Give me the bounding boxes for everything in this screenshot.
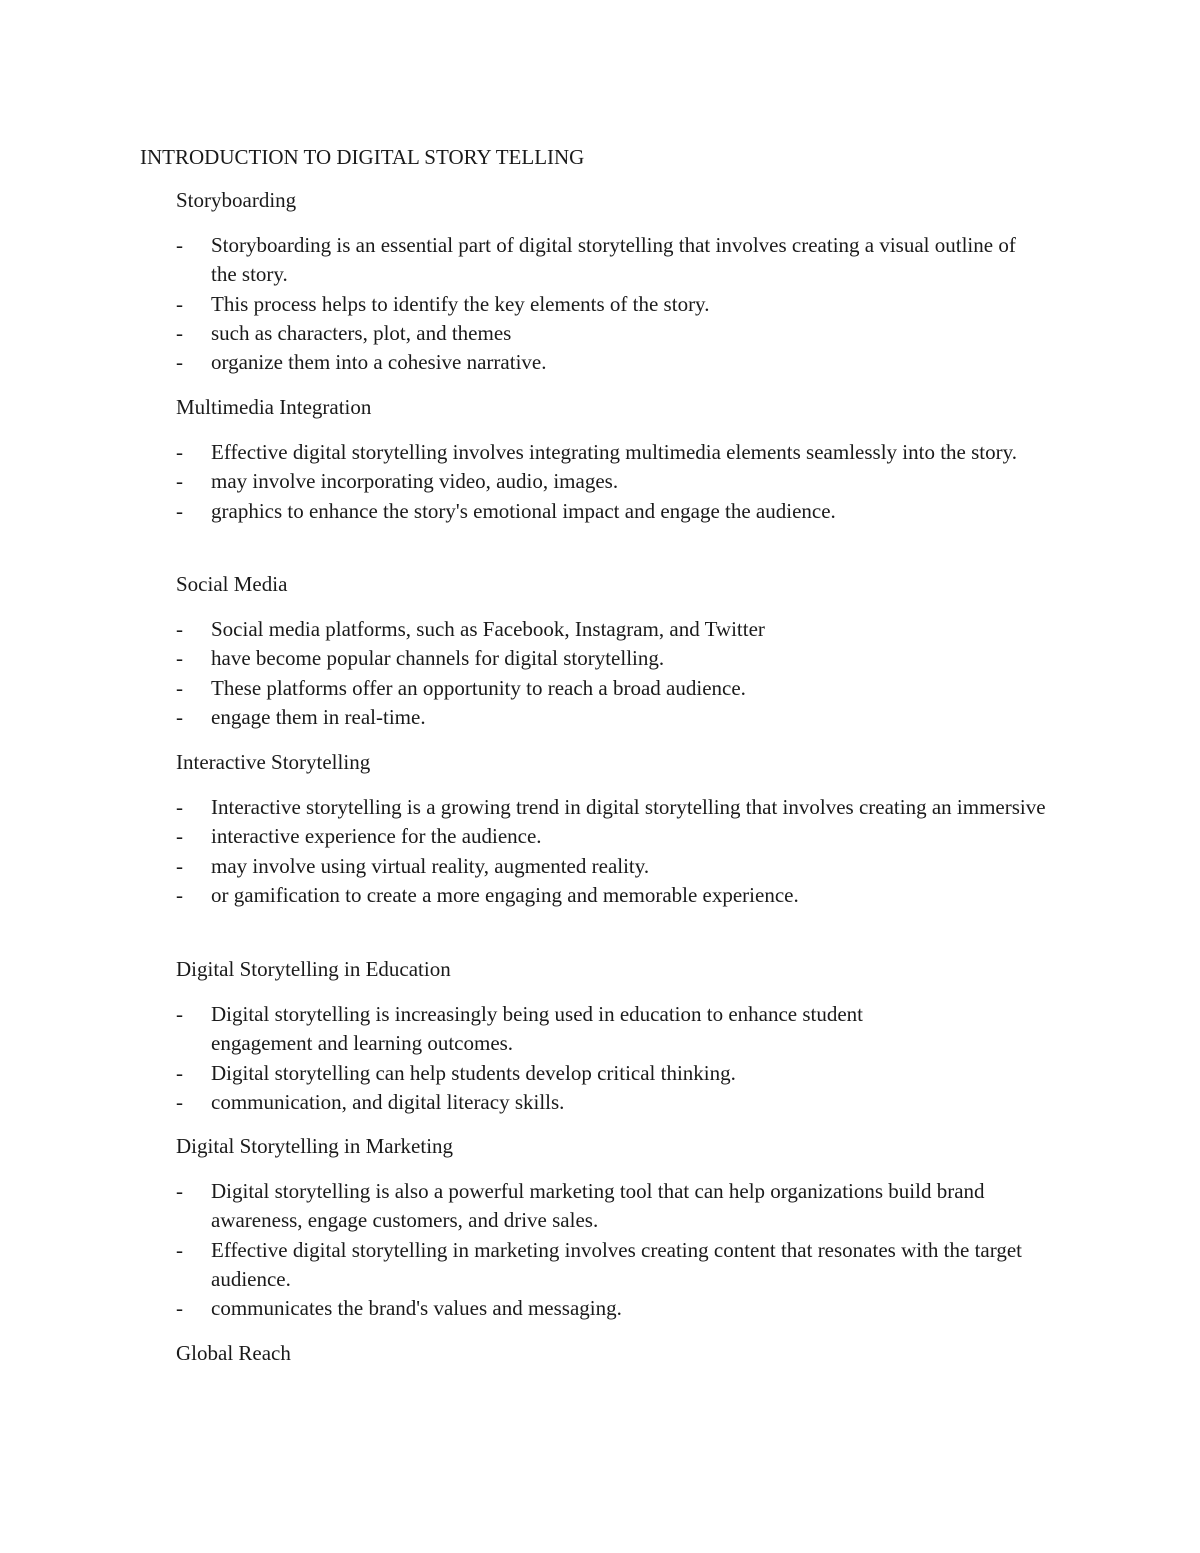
bullet-item (176, 703, 1071, 732)
section-storyboarding (176, 186, 1076, 377)
bullet-dash: - (176, 617, 183, 641)
bullet-text: Interactive storytelling is a growing trend in digital storytelling that involves creating an immersive (211, 795, 1046, 819)
bullet-item (176, 1294, 1071, 1323)
bullet-item (176, 290, 1071, 319)
bullet-item (176, 674, 1071, 703)
section-social-media (176, 570, 1076, 732)
bullet-dash: - (176, 498, 183, 523)
document-title: INTRODUCTION TO DIGITAL STORY TELLING (140, 145, 585, 169)
bullet-text: Storyboarding is an essential part of digital storytelling that involves creating a visual outline of the story. (211, 233, 1016, 287)
bullet-dash: - (176, 233, 183, 257)
section-heading: Interactive Storytelling (176, 750, 371, 774)
bullet-text: Digital storytelling can help students develop critical thinking. (211, 1060, 736, 1085)
bullet-list (176, 793, 1076, 910)
bullet-text: may involve incorporating video, audio, images. (211, 469, 619, 494)
bullet-dash: - (176, 1060, 183, 1085)
section-digital-storytelling-marketing (176, 1132, 1076, 1323)
bullet-item (176, 615, 1071, 644)
section-heading: Global Reach (176, 1341, 291, 1365)
section-multimedia-integration (176, 393, 1076, 526)
section-heading: Digital Storytelling in Marketing (176, 1134, 454, 1158)
bullet-text: These platforms offer an opportunity to reach a broad audience. (211, 675, 746, 700)
section-heading: Multimedia Integration (176, 395, 372, 419)
bullet-item (176, 793, 1071, 822)
bullet-item (176, 438, 1071, 467)
bullet-list (176, 438, 1076, 526)
bullet-dash: - (176, 469, 183, 494)
bullet-item (176, 644, 1071, 673)
bullet-item (176, 1236, 1071, 1295)
bullet-dash: - (176, 795, 183, 819)
bullet-text: Effective digital storytelling in marketing involves creating content that resonates with the target audience. (211, 1237, 1022, 1291)
bullet-item (176, 1177, 1071, 1236)
bullet-dash: - (176, 882, 183, 907)
section-heading: Social Media (176, 572, 288, 596)
bullet-item (176, 231, 1071, 290)
bullet-list (176, 231, 1076, 377)
bullet-item (176, 852, 1071, 881)
bullet-text: organize them into a cohesive narrative. (211, 350, 547, 375)
bullet-text: Digital storytelling is increasingly being used in education to enhance student engagement and learning outcomes. (211, 1002, 864, 1056)
bullet-item (176, 497, 1071, 526)
bullet-dash: - (176, 646, 183, 671)
bullet-item (176, 822, 1071, 851)
bullet-dash: - (176, 675, 183, 700)
bullet-list (176, 1177, 1076, 1323)
bullet-dash: - (176, 1002, 183, 1026)
bullet-dash: - (176, 1296, 183, 1321)
section-heading: Digital Storytelling in Education (176, 957, 451, 981)
bullet-dash: - (176, 440, 183, 464)
bullet-text: interactive experience for the audience. (211, 824, 542, 849)
section-heading: Storyboarding (176, 188, 297, 212)
bullet-text: engage them in real-time. (211, 704, 426, 729)
bullet-item (176, 348, 1071, 377)
bullet-text: such as characters, plot, and themes (211, 320, 512, 345)
bullet-dash: - (176, 320, 183, 345)
bullet-text: graphics to enhance the story's emotional impact and engage the audience. (211, 498, 836, 523)
bullet-text: have become popular channels for digital storytelling. (211, 646, 665, 671)
bullet-dash: - (176, 704, 183, 729)
bullet-dash: - (176, 1237, 183, 1262)
bullet-dash: - (176, 1179, 183, 1203)
section-interactive-storytelling (176, 748, 1076, 910)
bullet-item (176, 319, 1071, 348)
bullet-item (176, 1000, 1071, 1059)
section-global-reach (176, 1339, 1076, 1384)
bullet-list (176, 1000, 1076, 1117)
bullet-text: communicates the brand's values and messaging. (211, 1296, 622, 1321)
bullet-list (176, 615, 1076, 732)
section-digital-storytelling-education (176, 955, 1076, 1117)
bullet-text: This process helps to identify the key elements of the story. (211, 291, 710, 316)
bullet-text: or gamification to create a more engaging and memorable experience. (211, 882, 799, 907)
bullet-dash: - (176, 350, 183, 375)
bullet-dash: - (176, 291, 183, 316)
bullet-item (176, 1059, 1071, 1088)
bullet-item (176, 881, 1071, 910)
bullet-item (176, 467, 1071, 496)
bullet-item (176, 1088, 1071, 1117)
bullet-dash: - (176, 824, 183, 849)
bullet-text: Social media platforms, such as Facebook, Instagram, and Twitter (211, 617, 765, 641)
bullet-text: communication, and digital literacy skills. (211, 1089, 565, 1114)
bullet-text: may involve using virtual reality, augmented reality. (211, 853, 650, 878)
bullet-text: Digital storytelling is also a powerful marketing tool that can help organizations build brand awareness, engage customers, and drive sales. (211, 1179, 985, 1233)
bullet-text: Effective digital storytelling involves integrating multimedia elements seamlessly into the story. (211, 440, 1017, 464)
bullet-dash: - (176, 1089, 183, 1114)
bullet-dash: - (176, 853, 183, 878)
